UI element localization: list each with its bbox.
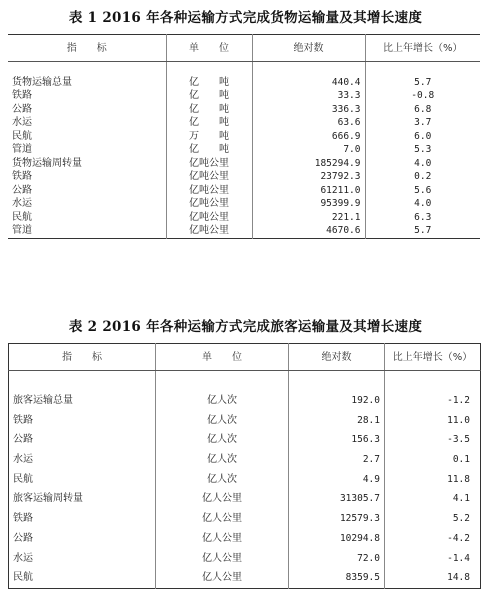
row-growth: 0.2 [414, 171, 432, 183]
spacer-cell [289, 371, 385, 391]
row-absolute: 7.0 [252, 143, 365, 157]
row-growth: 5.3 [414, 144, 432, 156]
row-unit: 亿 吨 [166, 89, 252, 103]
row-growth: 0.1 [452, 454, 470, 466]
row-growth: 3.7 [414, 117, 432, 129]
table1-caption: 表 1 2016 年各种运输方式完成货物运输量及其增长速度 [68, 10, 423, 26]
spacer-cell [385, 371, 481, 391]
row-absolute: 192.0 [289, 391, 385, 411]
row-indicator: 水运 [8, 116, 166, 130]
row-indicator: 货物运输总量 [8, 76, 166, 90]
row-growth: 4.0 [414, 157, 432, 169]
row-absolute: 336.3 [252, 103, 365, 117]
row-absolute: 28.1 [289, 410, 385, 430]
row-unit: 亿人公里 [156, 548, 289, 568]
row-growth: 4.1 [452, 493, 470, 505]
row-absolute: 4.9 [289, 469, 385, 489]
spacer-cell [365, 62, 480, 76]
table-row [8, 130, 480, 144]
table-row [8, 184, 480, 198]
row-growth: 6.0 [414, 130, 432, 142]
row-absolute: 221.1 [252, 211, 365, 225]
row-growth: -4.2 [447, 532, 470, 544]
spacer-cell [166, 62, 252, 76]
row-absolute: 2.7 [289, 450, 385, 470]
row-indicator: 铁路 [9, 509, 156, 529]
spacer-row [9, 371, 481, 391]
row-absolute: 31305.7 [289, 489, 385, 509]
row-indicator: 公路 [8, 103, 166, 117]
row-unit: 亿人次 [156, 450, 289, 470]
row-unit: 亿人次 [156, 410, 289, 430]
row-unit: 万 吨 [166, 130, 252, 144]
table-row [8, 170, 480, 184]
table-row [9, 509, 481, 529]
row-absolute: 4670.6 [252, 224, 365, 238]
table-row [9, 489, 481, 509]
row-growth: 4.0 [414, 198, 432, 210]
table-row [9, 548, 481, 568]
row-absolute: 156.3 [289, 430, 385, 450]
table-row [9, 391, 481, 411]
table-row [9, 430, 481, 450]
row-absolute: 23792.3 [252, 170, 365, 184]
row-absolute: 8359.5 [289, 568, 385, 588]
row-absolute: 95399.9 [252, 197, 365, 211]
table-row [9, 410, 481, 430]
row-unit: 亿人公里 [156, 509, 289, 529]
row-indicator: 民航 [8, 211, 166, 225]
table-row [9, 450, 481, 470]
row-indicator: 公路 [9, 529, 156, 549]
row-growth: -1.4 [447, 552, 470, 564]
row-unit: 亿 吨 [166, 116, 252, 130]
table-row [8, 116, 480, 130]
row-unit: 亿 吨 [166, 103, 252, 117]
passenger-table-header [9, 344, 481, 371]
row-indicator: 水运 [8, 197, 166, 211]
row-unit: 亿 吨 [166, 143, 252, 157]
table-row [9, 568, 481, 588]
row-unit: 亿人次 [156, 430, 289, 450]
table-row [8, 211, 480, 225]
row-growth: 11.0 [447, 414, 470, 426]
row-absolute: 63.6 [252, 116, 365, 130]
row-unit: 亿人公里 [156, 489, 289, 509]
row-unit: 亿吨公里 [166, 184, 252, 198]
row-indicator: 管道 [8, 224, 166, 238]
row-unit: 亿人公里 [156, 529, 289, 549]
row-absolute: 10294.8 [289, 529, 385, 549]
row-indicator: 货物运输周转量 [8, 157, 166, 171]
row-indicator: 旅客运输总量 [9, 391, 156, 411]
spacer-cell [8, 62, 166, 76]
row-absolute: 185294.9 [252, 157, 365, 171]
row-absolute: 33.3 [252, 89, 365, 103]
table-row [8, 224, 480, 238]
table-row [8, 143, 480, 157]
row-unit: 亿人公里 [156, 568, 289, 588]
header-growth: 比上年增长（%） [385, 344, 481, 371]
header-unit: 单 位 [166, 35, 252, 62]
row-unit: 亿吨公里 [166, 224, 252, 238]
row-absolute: 12579.3 [289, 509, 385, 529]
row-indicator: 公路 [9, 430, 156, 450]
header-unit: 单 位 [156, 344, 289, 371]
header-indicator: 指 标 [8, 35, 166, 62]
row-growth: -1.2 [447, 395, 470, 407]
table2-caption: 表 2 2016 年各种运输方式完成旅客运输量及其增长速度 [68, 319, 423, 335]
row-growth: 6.8 [414, 103, 432, 115]
spacer-row [8, 62, 480, 76]
table-row [8, 157, 480, 171]
row-growth: 5.6 [414, 184, 432, 196]
row-absolute: 666.9 [252, 130, 365, 144]
table-row [8, 89, 480, 103]
freight-table [8, 34, 480, 239]
row-indicator: 铁路 [9, 410, 156, 430]
row-growth: 11.8 [447, 473, 470, 485]
row-indicator: 公路 [8, 184, 166, 198]
row-indicator: 水运 [9, 450, 156, 470]
row-indicator: 民航 [9, 568, 156, 588]
spacer-cell [9, 371, 156, 391]
row-growth: 14.8 [447, 572, 470, 584]
row-unit: 亿吨公里 [166, 170, 252, 184]
spacer-cell [156, 371, 289, 391]
header-growth: 比上年增长（%） [365, 35, 480, 62]
row-unit: 亿 吨 [166, 76, 252, 90]
row-growth: 5.7 [414, 225, 432, 237]
row-unit: 亿吨公里 [166, 157, 252, 171]
row-indicator: 水运 [9, 548, 156, 568]
passenger-table [8, 343, 481, 589]
row-absolute: 440.4 [252, 76, 365, 90]
row-unit: 亿吨公里 [166, 197, 252, 211]
row-growth: 5.2 [452, 513, 470, 525]
row-growth: 6.3 [414, 211, 432, 223]
header-absolute: 绝对数 [289, 344, 385, 371]
row-unit: 亿吨公里 [166, 211, 252, 225]
table-row [8, 103, 480, 117]
row-indicator: 民航 [9, 469, 156, 489]
table-row [8, 76, 480, 90]
freight-table-header [8, 35, 480, 62]
table-row [9, 529, 481, 549]
table-row [9, 469, 481, 489]
row-indicator: 旅客运输周转量 [9, 489, 156, 509]
table-row [8, 197, 480, 211]
spacer-cell [252, 62, 365, 76]
row-indicator: 铁路 [8, 89, 166, 103]
row-growth: -3.5 [447, 434, 470, 446]
freight-table-body [8, 62, 480, 239]
row-growth: -0.8 [411, 90, 435, 102]
row-indicator: 铁路 [8, 170, 166, 184]
passenger-table-body [9, 371, 481, 589]
header-indicator: 指 标 [9, 344, 156, 371]
row-unit: 亿人次 [156, 391, 289, 411]
row-absolute: 72.0 [289, 548, 385, 568]
row-indicator: 管道 [8, 143, 166, 157]
row-absolute: 61211.0 [252, 184, 365, 198]
row-growth: 5.7 [414, 76, 432, 88]
header-absolute: 绝对数 [252, 35, 365, 62]
row-indicator: 民航 [8, 130, 166, 144]
row-unit: 亿人次 [156, 469, 289, 489]
